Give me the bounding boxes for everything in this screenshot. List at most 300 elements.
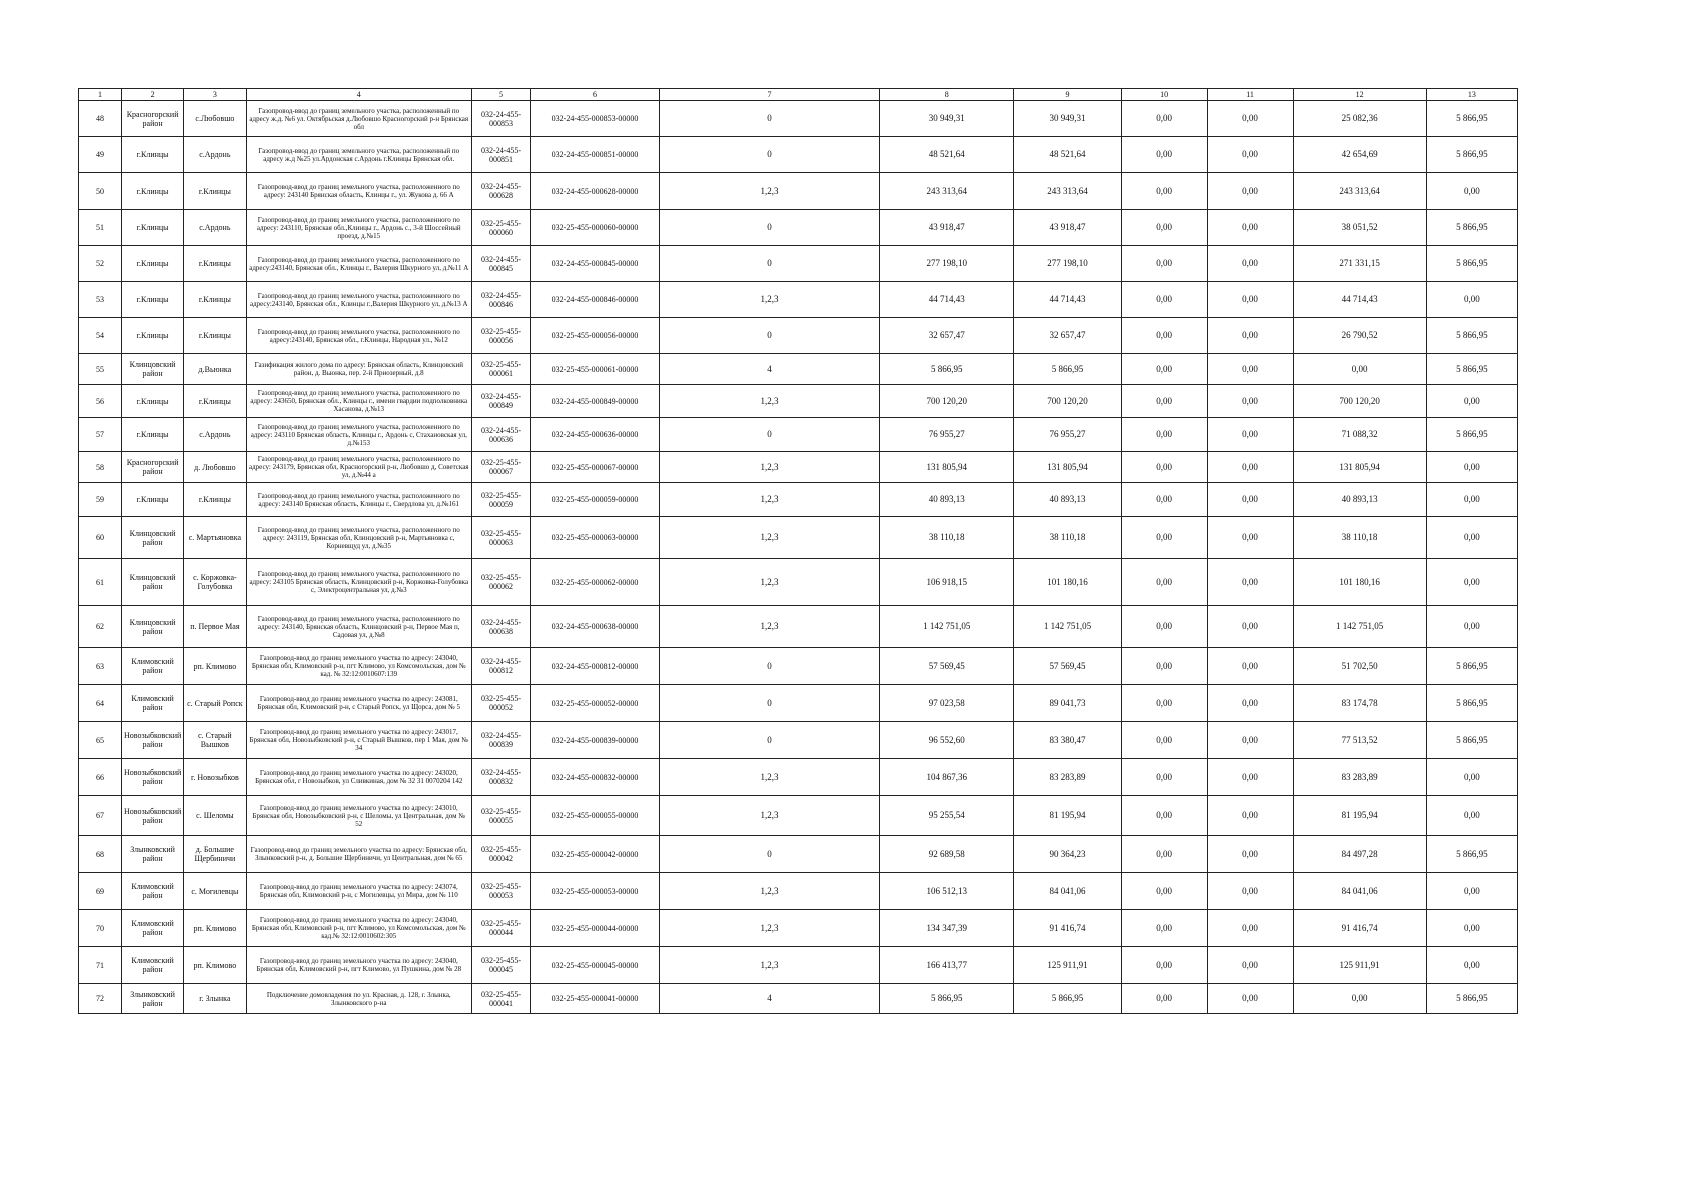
amount-col13-cell: 0,00 — [1426, 385, 1517, 418]
header-cell: 11 — [1207, 89, 1293, 101]
table-row — [79, 354, 1518, 385]
settlement-cell: с. Старый Ропск — [184, 685, 246, 722]
row-number-cell: 56 — [79, 385, 122, 418]
amount-col11-cell: 0,00 — [1207, 282, 1293, 318]
header-row — [79, 89, 1518, 101]
amount-col13-cell: 0,00 — [1426, 452, 1517, 483]
district-cell: Климовский район — [121, 685, 183, 722]
amount-col12-cell: 83 283,89 — [1293, 759, 1426, 796]
amount-col12-cell: 51 702,50 — [1293, 648, 1426, 685]
table-row — [79, 836, 1518, 873]
settlement-cell: г.Клинцы — [184, 385, 246, 418]
category-cell: 1,2,3 — [659, 282, 879, 318]
category-cell: 1,2,3 — [659, 910, 879, 947]
amount-col10-cell: 0,00 — [1121, 606, 1207, 648]
table-row — [79, 282, 1518, 318]
amount-total-cell: 30 949,31 — [880, 101, 1014, 137]
contract-number-cell: 032-25-455-000041-00000 — [531, 984, 660, 1014]
amount-total-cell: 5 866,95 — [880, 984, 1014, 1014]
amount-col11-cell: 0,00 — [1207, 318, 1293, 354]
amount-actual-cell: 30 949,31 — [1014, 101, 1121, 137]
amount-total-cell: 97 023,58 — [880, 685, 1014, 722]
category-cell: 1,2,3 — [659, 796, 879, 836]
district-cell: г.Клинцы — [121, 173, 183, 210]
category-cell: 0 — [659, 648, 879, 685]
table-row — [79, 910, 1518, 947]
contract-number-cell: 032-25-455-000045-00000 — [531, 947, 660, 984]
amount-col11-cell: 0,00 — [1207, 796, 1293, 836]
amount-total-cell: 43 918,47 — [880, 210, 1014, 246]
amount-actual-cell: 700 120,20 — [1014, 385, 1121, 418]
object-code-cell: 032-25-455-000062 — [472, 559, 531, 606]
amount-total-cell: 243 313,64 — [880, 173, 1014, 210]
amount-col13-cell: 0,00 — [1426, 947, 1517, 984]
amount-col13-cell: 0,00 — [1426, 173, 1517, 210]
header-cell: 10 — [1121, 89, 1207, 101]
data-table — [78, 88, 1518, 1014]
header-cell: 13 — [1426, 89, 1517, 101]
amount-actual-cell: 89 041,73 — [1014, 685, 1121, 722]
header-cell: 4 — [246, 89, 472, 101]
amount-total-cell: 95 255,54 — [880, 796, 1014, 836]
amount-col13-cell: 5 866,95 — [1426, 648, 1517, 685]
description-cell: Газопровод-ввод до границ земельного участка, расположенного по адресу: 243110 Брянская область, Клинцы г., Ардонь с, Стахановская ул, д.№153 — [246, 418, 472, 452]
amount-col12-cell: 243 313,64 — [1293, 173, 1426, 210]
table-row — [79, 101, 1518, 137]
row-number-cell: 70 — [79, 910, 122, 947]
amount-col11-cell: 0,00 — [1207, 648, 1293, 685]
amount-total-cell: 44 714,43 — [880, 282, 1014, 318]
amount-actual-cell: 83 283,89 — [1014, 759, 1121, 796]
description-cell: Газопровод-ввод до границ земельного участка, расположенного по адресу: 243110, Брянская обл.,Клинцы г., Ардонь с., 3-й Шоссейный проезд, д.№15 — [246, 210, 472, 246]
category-cell: 0 — [659, 210, 879, 246]
settlement-cell: г.Клинцы — [184, 282, 246, 318]
amount-col13-cell: 5 866,95 — [1426, 685, 1517, 722]
settlement-cell: г.Клинцы — [184, 246, 246, 282]
district-cell: Климовский район — [121, 947, 183, 984]
amount-col10-cell: 0,00 — [1121, 173, 1207, 210]
amount-col10-cell: 0,00 — [1121, 722, 1207, 759]
amount-total-cell: 76 955,27 — [880, 418, 1014, 452]
object-code-cell: 032-24-455-000846 — [472, 282, 531, 318]
object-code-cell: 032-25-455-000052 — [472, 685, 531, 722]
object-code-cell: 032-25-455-000056 — [472, 318, 531, 354]
table-row — [79, 246, 1518, 282]
district-cell: Клинцовский район — [121, 559, 183, 606]
settlement-cell: г. Злынка — [184, 984, 246, 1014]
row-number-cell: 64 — [79, 685, 122, 722]
amount-col13-cell: 5 866,95 — [1426, 836, 1517, 873]
amount-col13-cell: 0,00 — [1426, 796, 1517, 836]
amount-actual-cell: 57 569,45 — [1014, 648, 1121, 685]
district-cell: Новозыбковский район — [121, 796, 183, 836]
amount-col12-cell: 101 180,16 — [1293, 559, 1426, 606]
object-code-cell: 032-25-455-000059 — [472, 483, 531, 517]
contract-number-cell: 032-24-455-000853-00000 — [531, 101, 660, 137]
table-row — [79, 796, 1518, 836]
amount-col11-cell: 0,00 — [1207, 947, 1293, 984]
row-number-cell: 67 — [79, 796, 122, 836]
contract-number-cell: 032-25-455-000056-00000 — [531, 318, 660, 354]
amount-col11-cell: 0,00 — [1207, 517, 1293, 559]
object-code-cell: 032-24-455-000849 — [472, 385, 531, 418]
amount-col12-cell: 131 805,94 — [1293, 452, 1426, 483]
description-cell: Газопровод-ввод до границ земельного участка, расположенного по адресу: 243179, Брянская обл, Красногорский р-н, Любовшо д, Советская ул, д.№44 а — [246, 452, 472, 483]
amount-total-cell: 1 142 751,05 — [880, 606, 1014, 648]
category-cell: 0 — [659, 137, 879, 173]
amount-col10-cell: 0,00 — [1121, 947, 1207, 984]
amount-total-cell: 106 512,13 — [880, 873, 1014, 910]
settlement-cell: с.Ардонь — [184, 210, 246, 246]
category-cell: 0 — [659, 246, 879, 282]
row-number-cell: 52 — [79, 246, 122, 282]
amount-actual-cell: 91 416,74 — [1014, 910, 1121, 947]
amount-actual-cell: 44 714,43 — [1014, 282, 1121, 318]
description-cell: Газопровод-ввод до границ земельного участка, расположенного по адресу: 243119, Брянская обл, Клинцовский р-н, Мартьяновка с, Корневщуд ул, д.№35 — [246, 517, 472, 559]
amount-col10-cell: 0,00 — [1121, 137, 1207, 173]
amount-col11-cell: 0,00 — [1207, 210, 1293, 246]
description-cell: Газопровод-ввод до границ земельного участка, расположенного по адресу:243140, Брянская обл., г.Клинцы, Народная ул., №12 — [246, 318, 472, 354]
amount-col13-cell: 5 866,95 — [1426, 418, 1517, 452]
amount-col10-cell: 0,00 — [1121, 282, 1207, 318]
category-cell: 1,2,3 — [659, 559, 879, 606]
district-cell: г.Клинцы — [121, 483, 183, 517]
category-cell: 1,2,3 — [659, 452, 879, 483]
amount-col11-cell: 0,00 — [1207, 418, 1293, 452]
amount-col10-cell: 0,00 — [1121, 984, 1207, 1014]
header-cell: 2 — [121, 89, 183, 101]
contract-number-cell: 032-24-455-000638-00000 — [531, 606, 660, 648]
row-number-cell: 61 — [79, 559, 122, 606]
amount-col10-cell: 0,00 — [1121, 648, 1207, 685]
amount-col13-cell: 0,00 — [1426, 759, 1517, 796]
category-cell: 1,2,3 — [659, 606, 879, 648]
amount-col11-cell: 0,00 — [1207, 452, 1293, 483]
table-row — [79, 137, 1518, 173]
amount-col13-cell: 5 866,95 — [1426, 984, 1517, 1014]
amount-col10-cell: 0,00 — [1121, 517, 1207, 559]
table-row — [79, 318, 1518, 354]
object-code-cell: 032-25-455-000063 — [472, 517, 531, 559]
amount-col10-cell: 0,00 — [1121, 685, 1207, 722]
amount-col12-cell: 125 911,91 — [1293, 947, 1426, 984]
amount-col12-cell: 25 082,36 — [1293, 101, 1426, 137]
amount-col12-cell: 44 714,43 — [1293, 282, 1426, 318]
table-row — [79, 173, 1518, 210]
object-code-cell: 032-24-455-000812 — [472, 648, 531, 685]
row-number-cell: 58 — [79, 452, 122, 483]
district-cell: Красногорский район — [121, 452, 183, 483]
amount-col12-cell: 38 110,18 — [1293, 517, 1426, 559]
amount-col11-cell: 0,00 — [1207, 984, 1293, 1014]
amount-col10-cell: 0,00 — [1121, 210, 1207, 246]
settlement-cell: г.Клинцы — [184, 318, 246, 354]
amount-col10-cell: 0,00 — [1121, 910, 1207, 947]
row-number-cell: 54 — [79, 318, 122, 354]
category-cell: 0 — [659, 836, 879, 873]
category-cell: 1,2,3 — [659, 173, 879, 210]
district-cell: Новозыбковский район — [121, 722, 183, 759]
district-cell: г.Клинцы — [121, 318, 183, 354]
object-code-cell: 032-24-455-000845 — [472, 246, 531, 282]
description-cell: Газопровод-ввод до границ земельного участка по адресу: 243040, Брянская обл, Климовский р-н, пгт Климово, ул Комсомольская, дом № кад.№ 32:12:0010602:305 — [246, 910, 472, 947]
amount-col10-cell: 0,00 — [1121, 559, 1207, 606]
row-number-cell: 50 — [79, 173, 122, 210]
amount-total-cell: 48 521,64 — [880, 137, 1014, 173]
amount-col12-cell: 77 513,52 — [1293, 722, 1426, 759]
amount-col12-cell: 0,00 — [1293, 984, 1426, 1014]
table-row — [79, 947, 1518, 984]
contract-number-cell: 032-24-455-000849-00000 — [531, 385, 660, 418]
object-code-cell: 032-24-455-000839 — [472, 722, 531, 759]
amount-col13-cell: 5 866,95 — [1426, 318, 1517, 354]
amount-col12-cell: 71 088,32 — [1293, 418, 1426, 452]
amount-col13-cell: 0,00 — [1426, 873, 1517, 910]
description-cell: Газопровод-ввод до границ земельного участка по адресу: 243074, Брянская обл, Климовский р-н, с Могилевцы, ул Мира, дом № 110 — [246, 873, 472, 910]
amount-col11-cell: 0,00 — [1207, 385, 1293, 418]
object-code-cell: 032-24-455-000636 — [472, 418, 531, 452]
amount-col10-cell: 0,00 — [1121, 246, 1207, 282]
object-code-cell: 032-25-455-000045 — [472, 947, 531, 984]
amount-total-cell: 106 918,15 — [880, 559, 1014, 606]
row-number-cell: 59 — [79, 483, 122, 517]
amount-actual-cell: 38 110,18 — [1014, 517, 1121, 559]
settlement-cell: г.Клинцы — [184, 483, 246, 517]
settlement-cell: п. Первое Мая — [184, 606, 246, 648]
description-cell: Газопровод-ввод до границ земельного участка по адресу: 243040, Брянская обл, Климовский р-н, пгт Климово, ул Комсомольская, дом № кад. № 32:12:0010607:139 — [246, 648, 472, 685]
header-cell: 6 — [531, 89, 660, 101]
object-code-cell: 032-25-455-000060 — [472, 210, 531, 246]
settlement-cell: с. Коржовка-Голубовка — [184, 559, 246, 606]
settlement-cell: с.Ардонь — [184, 418, 246, 452]
row-number-cell: 48 — [79, 101, 122, 137]
description-cell: Газопровод-ввод до границ земельного участка по адресу: 243040, Брянская обл, Климовский р-н, пгт Климово, ул Пушкина, дом № 28 — [246, 947, 472, 984]
contract-number-cell: 032-24-455-000832-00000 — [531, 759, 660, 796]
amount-actual-cell: 48 521,64 — [1014, 137, 1121, 173]
settlement-cell: рп. Климово — [184, 648, 246, 685]
amount-actual-cell: 84 041,06 — [1014, 873, 1121, 910]
amount-col11-cell: 0,00 — [1207, 354, 1293, 385]
object-code-cell: 032-25-455-000067 — [472, 452, 531, 483]
description-cell: Газопровод-ввод до границ земельного участка по адресу: 243010, Брянская обл, Новозыбковский р-н, с Шеломы, ул Центральная, дом № 52 — [246, 796, 472, 836]
amount-col10-cell: 0,00 — [1121, 354, 1207, 385]
category-cell: 1,2,3 — [659, 947, 879, 984]
table-row — [79, 559, 1518, 606]
description-cell: Газопровод-ввод до границ земельного участка, расположенного по адресу: 243140 Брянская область, Клинцы г., Свердлова ул, д.№161 — [246, 483, 472, 517]
category-cell: 0 — [659, 318, 879, 354]
district-cell: г.Клинцы — [121, 210, 183, 246]
amount-actual-cell: 131 805,94 — [1014, 452, 1121, 483]
amount-total-cell: 96 552,60 — [880, 722, 1014, 759]
table-row — [79, 722, 1518, 759]
district-cell: г.Клинцы — [121, 385, 183, 418]
object-code-cell: 032-25-455-000055 — [472, 796, 531, 836]
header-cell: 8 — [880, 89, 1014, 101]
amount-col10-cell: 0,00 — [1121, 836, 1207, 873]
amount-col10-cell: 0,00 — [1121, 759, 1207, 796]
row-number-cell: 63 — [79, 648, 122, 685]
amount-actual-cell: 5 866,95 — [1014, 984, 1121, 1014]
amount-col12-cell: 1 142 751,05 — [1293, 606, 1426, 648]
category-cell: 0 — [659, 685, 879, 722]
amount-col13-cell: 0,00 — [1426, 606, 1517, 648]
row-number-cell: 57 — [79, 418, 122, 452]
description-cell: Газопровод-ввод до границ земельного участка, расположенного по адресу: 243140 Брянская область, Клинцы г., ул. Жукова д. 66 А — [246, 173, 472, 210]
object-code-cell: 032-24-455-000853 — [472, 101, 531, 137]
table-row — [79, 606, 1518, 648]
object-code-cell: 032-25-455-000042 — [472, 836, 531, 873]
header-cell: 7 — [659, 89, 879, 101]
amount-actual-cell: 243 313,64 — [1014, 173, 1121, 210]
amount-col11-cell: 0,00 — [1207, 685, 1293, 722]
district-cell: Клинцовский район — [121, 354, 183, 385]
district-cell: Новозыбковский район — [121, 759, 183, 796]
amount-col12-cell: 81 195,94 — [1293, 796, 1426, 836]
district-cell: г.Клинцы — [121, 246, 183, 282]
amount-col13-cell: 5 866,95 — [1426, 137, 1517, 173]
amount-actual-cell: 83 380,47 — [1014, 722, 1121, 759]
amount-col10-cell: 0,00 — [1121, 796, 1207, 836]
amount-col12-cell: 91 416,74 — [1293, 910, 1426, 947]
row-number-cell: 71 — [79, 947, 122, 984]
amount-col12-cell: 700 120,20 — [1293, 385, 1426, 418]
amount-total-cell: 92 689,58 — [880, 836, 1014, 873]
description-cell: Газопровод-ввод до границ земельного участка по адресу: 243017, Брянская обл, Новозыбковский р-н, с Старый Вышков, пер 1 Мая, дом № 34 — [246, 722, 472, 759]
description-cell: Газопровод-ввод до границ земельного участка по адресу: 243081, Брянская обл, Климовский р-н, с Старый Ропск, ул Щорса, дом № 5 — [246, 685, 472, 722]
contract-number-cell: 032-25-455-000062-00000 — [531, 559, 660, 606]
amount-total-cell: 700 120,20 — [880, 385, 1014, 418]
settlement-cell: г. Новозыбков — [184, 759, 246, 796]
amount-col13-cell: 5 866,95 — [1426, 354, 1517, 385]
settlement-cell: рп. Климово — [184, 947, 246, 984]
description-cell: Газопровод-ввод до границ земельного участка, расположенного по адресу: 243650, Брянская обл., Клинцы г., имени гвардии подполковника Хасанова, д.№13 — [246, 385, 472, 418]
amount-col12-cell: 83 174,78 — [1293, 685, 1426, 722]
amount-col13-cell: 5 866,95 — [1426, 101, 1517, 137]
amount-col11-cell: 0,00 — [1207, 173, 1293, 210]
settlement-cell: д. Любовшо — [184, 452, 246, 483]
contract-number-cell: 032-24-455-000839-00000 — [531, 722, 660, 759]
amount-col13-cell: 5 866,95 — [1426, 246, 1517, 282]
header-cell: 9 — [1014, 89, 1121, 101]
amount-total-cell: 166 413,77 — [880, 947, 1014, 984]
description-cell: Газопровод-ввод до границ земельного участка по адресу: Брянская обл, Злынковский р-н, д. Большие Щербиничи, ул Центральная, дом № 65 — [246, 836, 472, 873]
amount-col10-cell: 0,00 — [1121, 385, 1207, 418]
description-cell: Газопровод-ввод до границ земельного участка, расположенного по адресу: 243105 Брянская область, Клинцовский р-н, Коржовка-Голубовка с, Электроцентральная ул, д.№3 — [246, 559, 472, 606]
amount-col13-cell: 0,00 — [1426, 282, 1517, 318]
row-number-cell: 51 — [79, 210, 122, 246]
amount-col12-cell: 42 654,69 — [1293, 137, 1426, 173]
amount-col11-cell: 0,00 — [1207, 246, 1293, 282]
table-row — [79, 483, 1518, 517]
amount-col11-cell: 0,00 — [1207, 836, 1293, 873]
row-number-cell: 69 — [79, 873, 122, 910]
amount-col11-cell: 0,00 — [1207, 606, 1293, 648]
category-cell: 4 — [659, 984, 879, 1014]
contract-number-cell: 032-24-455-000636-00000 — [531, 418, 660, 452]
amount-actual-cell: 101 180,16 — [1014, 559, 1121, 606]
amount-col12-cell: 84 041,06 — [1293, 873, 1426, 910]
settlement-cell: с.Ардонь — [184, 137, 246, 173]
amount-col11-cell: 0,00 — [1207, 722, 1293, 759]
row-number-cell: 55 — [79, 354, 122, 385]
contract-number-cell: 032-25-455-000059-00000 — [531, 483, 660, 517]
contract-number-cell: 032-24-455-000851-00000 — [531, 137, 660, 173]
contract-number-cell: 032-25-455-000063-00000 — [531, 517, 660, 559]
category-cell: 1,2,3 — [659, 873, 879, 910]
contract-number-cell: 032-24-455-000845-00000 — [531, 246, 660, 282]
amount-actual-cell: 76 955,27 — [1014, 418, 1121, 452]
category-cell: 1,2,3 — [659, 517, 879, 559]
contract-number-cell: 032-24-455-000846-00000 — [531, 282, 660, 318]
amount-total-cell: 277 198,10 — [880, 246, 1014, 282]
amount-col10-cell: 0,00 — [1121, 318, 1207, 354]
category-cell: 4 — [659, 354, 879, 385]
row-number-cell: 62 — [79, 606, 122, 648]
amount-col13-cell: 0,00 — [1426, 910, 1517, 947]
amount-col13-cell: 0,00 — [1426, 483, 1517, 517]
amount-col11-cell: 0,00 — [1207, 137, 1293, 173]
category-cell: 1,2,3 — [659, 759, 879, 796]
description-cell: Газопровод-ввод до границ земельного участка, расположенного по адресу:243140, Брянская обл., Клинцы г.,Валерия Шкурного ул, д.№13 А — [246, 282, 472, 318]
category-cell: 1,2,3 — [659, 385, 879, 418]
amount-col13-cell: 5 866,95 — [1426, 722, 1517, 759]
district-cell: Климовский район — [121, 873, 183, 910]
district-cell: Злынковский район — [121, 836, 183, 873]
category-cell: 0 — [659, 418, 879, 452]
amount-actual-cell: 43 918,47 — [1014, 210, 1121, 246]
settlement-cell: с. Старый Вышков — [184, 722, 246, 759]
district-cell: г.Клинцы — [121, 137, 183, 173]
description-cell: Газопровод-ввод до границ земельного участка, расположенного по адресу:243140, Брянская обл., Клинцы г., Валерия Шкурного ул, д.№11 А — [246, 246, 472, 282]
amount-actual-cell: 81 195,94 — [1014, 796, 1121, 836]
amount-col12-cell: 38 051,52 — [1293, 210, 1426, 246]
object-code-cell: 032-25-455-000041 — [472, 984, 531, 1014]
amount-col10-cell: 0,00 — [1121, 452, 1207, 483]
table-row — [79, 517, 1518, 559]
amount-total-cell: 104 867,36 — [880, 759, 1014, 796]
amount-col11-cell: 0,00 — [1207, 873, 1293, 910]
contract-number-cell: 032-25-455-000067-00000 — [531, 452, 660, 483]
amount-col11-cell: 0,00 — [1207, 483, 1293, 517]
amount-col13-cell: 5 866,95 — [1426, 210, 1517, 246]
description-cell: Газопровод-ввод до границ земельного участка, расположенного по адресу: 243140, Брянская область, Клинцовский р-н, Первое Мая п, Садовая ул, д.№8 — [246, 606, 472, 648]
settlement-cell: с. Шеломы — [184, 796, 246, 836]
table-row — [79, 385, 1518, 418]
district-cell: Злынковский район — [121, 984, 183, 1014]
table-row — [79, 984, 1518, 1014]
amount-col10-cell: 0,00 — [1121, 101, 1207, 137]
amount-total-cell: 38 110,18 — [880, 517, 1014, 559]
district-cell: г.Клинцы — [121, 282, 183, 318]
settlement-cell: д.Вьюнка — [184, 354, 246, 385]
category-cell: 0 — [659, 101, 879, 137]
contract-number-cell: 032-25-455-000044-00000 — [531, 910, 660, 947]
amount-col11-cell: 0,00 — [1207, 101, 1293, 137]
row-number-cell: 65 — [79, 722, 122, 759]
contract-number-cell: 032-24-455-000812-00000 — [531, 648, 660, 685]
header-cell: 12 — [1293, 89, 1426, 101]
amount-actual-cell: 90 364,23 — [1014, 836, 1121, 873]
amount-col10-cell: 0,00 — [1121, 873, 1207, 910]
table-row — [79, 210, 1518, 246]
amount-col12-cell: 271 331,15 — [1293, 246, 1426, 282]
category-cell: 1,2,3 — [659, 483, 879, 517]
table-row — [79, 648, 1518, 685]
amount-col13-cell: 0,00 — [1426, 559, 1517, 606]
contract-number-cell: 032-25-455-000042-00000 — [531, 836, 660, 873]
amount-col10-cell: 0,00 — [1121, 483, 1207, 517]
amount-actual-cell: 125 911,91 — [1014, 947, 1121, 984]
